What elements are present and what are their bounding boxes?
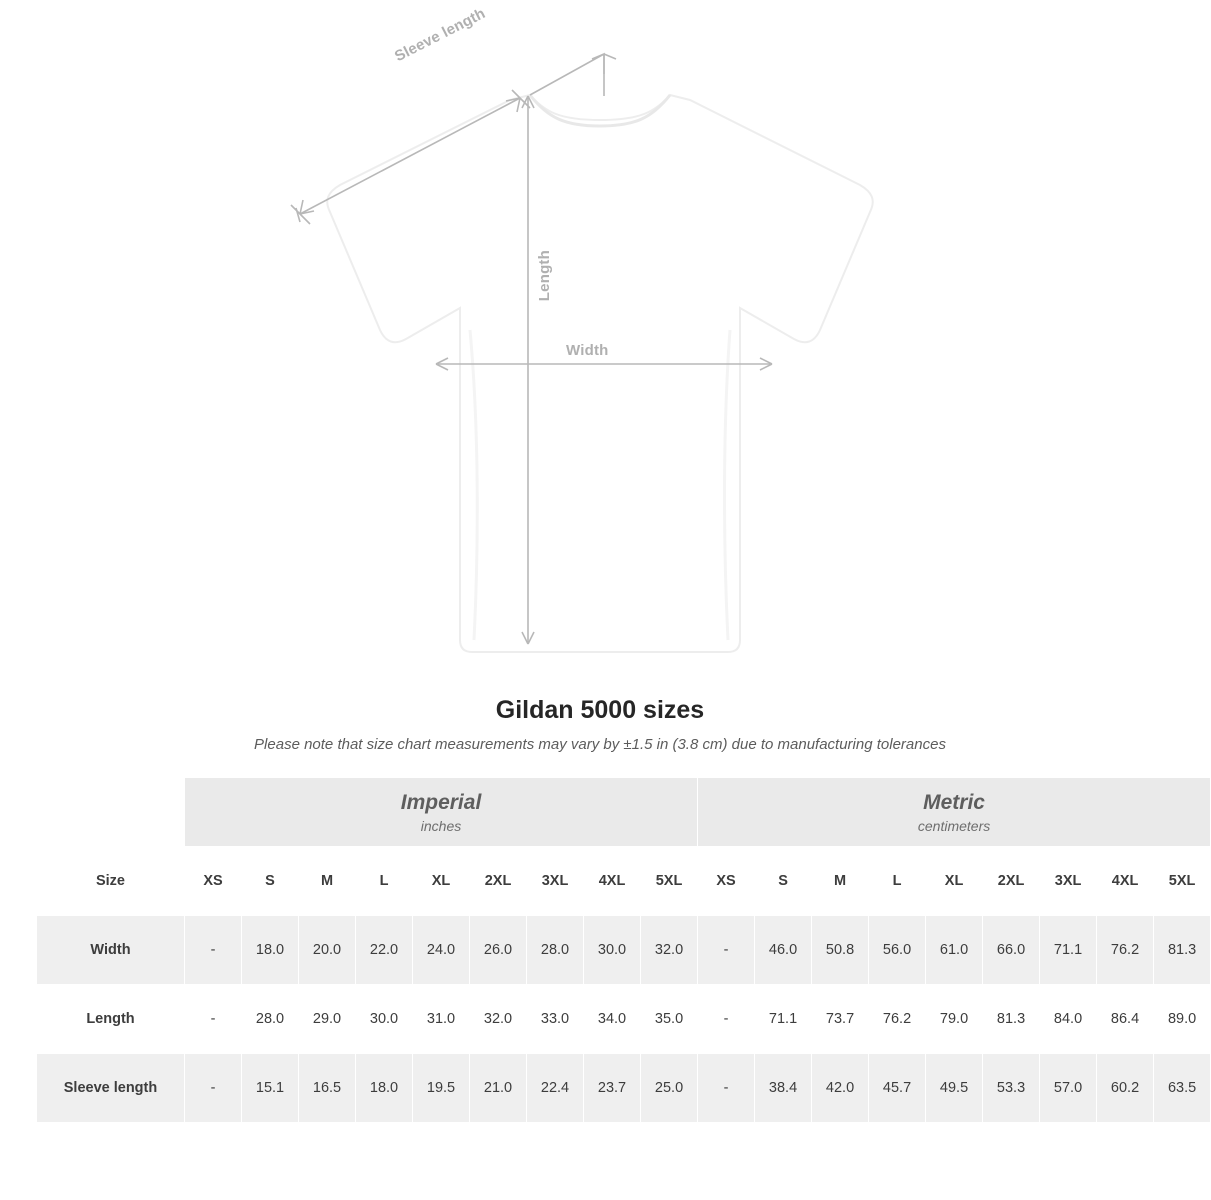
cell-sleeve-length-imperial-3xl: 22.4: [527, 1054, 584, 1123]
cell-length-imperial-xs: -: [185, 985, 242, 1054]
cell-sleeve-length-metric-m: 42.0: [812, 1054, 869, 1123]
cell-sleeve-length-imperial-4xl: 23.7: [584, 1054, 641, 1123]
system-name: Metric: [923, 790, 985, 814]
page-title: Gildan 5000 sizes: [495, 696, 705, 724]
cell-sleeve-length-metric-5xl: 63.5: [1154, 1054, 1211, 1123]
cell-width-metric-4xl: 76.2: [1097, 916, 1154, 985]
size-header-imperial-m: M: [299, 847, 356, 916]
size-header-metric-m: M: [812, 847, 869, 916]
cell-length-metric-5xl: 89.0: [1154, 985, 1211, 1054]
cell-width-metric-m: 50.8: [812, 916, 869, 985]
size-header-metric-l: L: [869, 847, 926, 916]
cell-length-metric-xs: -: [698, 985, 755, 1054]
cell-width-imperial-m: 20.0: [299, 916, 356, 985]
sleeve-length-label: Sleeve length: [392, 4, 489, 66]
cell-width-imperial-xl: 24.0: [413, 916, 470, 985]
system-unit: centimeters: [917, 818, 991, 835]
size-header-metric-xs: XS: [698, 847, 755, 916]
size-header-metric-5xl: 5XL: [1154, 847, 1211, 916]
cell-sleeve-length-imperial-m: 16.5: [299, 1054, 356, 1123]
size-header-imperial-s: S: [242, 847, 299, 916]
size-header-label: Size: [37, 847, 185, 916]
size-header-imperial-xs: XS: [185, 847, 242, 916]
cell-sleeve-length-metric-l: 45.7: [869, 1054, 926, 1123]
cell-sleeve-length-metric-xs: -: [698, 1054, 755, 1123]
system-unit: inches: [420, 818, 462, 835]
cell-width-metric-2xl: 66.0: [983, 916, 1040, 985]
size-header-imperial-xl: XL: [413, 847, 470, 916]
system-header-imperial: [185, 778, 698, 847]
cell-width-imperial-l: 22.0: [356, 916, 413, 985]
cell-width-imperial-5xl: 32.0: [641, 916, 698, 985]
cell-sleeve-length-metric-xl: 49.5: [926, 1054, 983, 1123]
cell-length-metric-xl: 79.0: [926, 985, 983, 1054]
cell-sleeve-length-imperial-l: 18.0: [356, 1054, 413, 1123]
cell-length-imperial-2xl: 32.0: [470, 985, 527, 1054]
width-label: Width: [566, 342, 609, 359]
cell-length-metric-m: 73.7: [812, 985, 869, 1054]
cell-length-imperial-5xl: 35.0: [641, 985, 698, 1054]
cell-width-metric-xl: 61.0: [926, 916, 983, 985]
cell-sleeve-length-imperial-5xl: 25.0: [641, 1054, 698, 1123]
cell-sleeve-length-imperial-2xl: 21.0: [470, 1054, 527, 1123]
cell-length-metric-2xl: 81.3: [983, 985, 1040, 1054]
size-header-metric-4xl: 4XL: [1097, 847, 1154, 916]
cell-length-imperial-4xl: 34.0: [584, 985, 641, 1054]
table-system-header-row: [37, 778, 1211, 847]
cell-width-metric-xs: -: [698, 916, 755, 985]
size-header-metric-xl: XL: [926, 847, 983, 916]
cell-length-imperial-xl: 31.0: [413, 985, 470, 1054]
size-table-wrapper: [36, 777, 1197, 1123]
row-label-length: Length: [37, 985, 185, 1054]
size-table: [36, 777, 1211, 1123]
table-row: [37, 985, 1211, 1054]
cell-sleeve-length-metric-2xl: 53.3: [983, 1054, 1040, 1123]
cell-width-imperial-4xl: 30.0: [584, 916, 641, 985]
cell-width-imperial-2xl: 26.0: [470, 916, 527, 985]
cell-length-metric-s: 71.1: [755, 985, 812, 1054]
cell-length-metric-l: 76.2: [869, 985, 926, 1054]
cell-width-imperial-s: 18.0: [242, 916, 299, 985]
cell-width-metric-l: 56.0: [869, 916, 926, 985]
cell-length-metric-3xl: 84.0: [1040, 985, 1097, 1054]
cell-sleeve-length-imperial-s: 15.1: [242, 1054, 299, 1123]
row-label-sleeve-length: Sleeve length: [37, 1054, 185, 1123]
system-name: Imperial: [400, 790, 482, 814]
table-row: [37, 916, 1211, 985]
table-row: [37, 1054, 1211, 1123]
size-header-imperial-5xl: 5XL: [641, 847, 698, 916]
cell-sleeve-length-metric-s: 38.4: [755, 1054, 812, 1123]
row-label-width: Width: [37, 916, 185, 985]
size-header-imperial-l: L: [356, 847, 413, 916]
cell-length-metric-4xl: 86.4: [1097, 985, 1154, 1054]
cell-length-imperial-l: 30.0: [356, 985, 413, 1054]
cell-width-imperial-3xl: 28.0: [527, 916, 584, 985]
length-label: Length: [536, 250, 553, 302]
size-header-metric-s: S: [755, 847, 812, 916]
cell-width-imperial-xs: -: [185, 916, 242, 985]
cell-sleeve-length-imperial-xs: -: [185, 1054, 242, 1123]
title-block: [0, 696, 1200, 753]
size-header-metric-3xl: 3XL: [1040, 847, 1097, 916]
size-header-imperial-4xl: 4XL: [584, 847, 641, 916]
cell-width-metric-3xl: 71.1: [1040, 916, 1097, 985]
tolerance-note: Please note that size chart measurements may vary by ±1.5 in (3.8 cm) due to manufacturing tolerances: [254, 736, 946, 753]
cell-sleeve-length-metric-3xl: 57.0: [1040, 1054, 1097, 1123]
table-size-header-row: [37, 847, 1211, 916]
cell-sleeve-length-imperial-xl: 19.5: [413, 1054, 470, 1123]
table-corner-cell: [37, 778, 185, 847]
size-header-imperial-3xl: 3XL: [527, 847, 584, 916]
system-header-metric: [698, 778, 1211, 847]
cell-sleeve-length-metric-4xl: 60.2: [1097, 1054, 1154, 1123]
cell-length-imperial-s: 28.0: [242, 985, 299, 1054]
cell-width-metric-s: 46.0: [755, 916, 812, 985]
cell-length-imperial-3xl: 33.0: [527, 985, 584, 1054]
size-header-metric-2xl: 2XL: [983, 847, 1040, 916]
size-header-imperial-2xl: 2XL: [470, 847, 527, 916]
cell-width-metric-5xl: 81.3: [1154, 916, 1211, 985]
cell-length-imperial-m: 29.0: [299, 985, 356, 1054]
